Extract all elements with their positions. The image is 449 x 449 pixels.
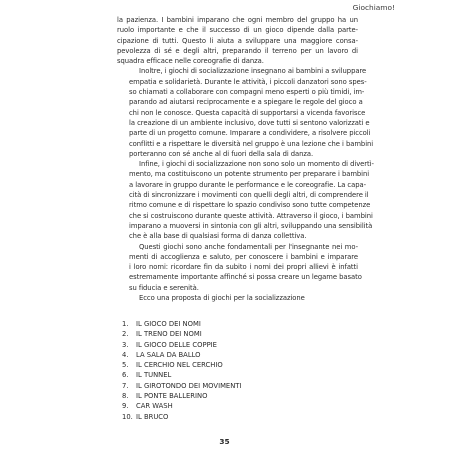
paragraph [117, 293, 358, 303]
text-line: menti di accoglienza e saluto, per conoscere i bambini e imparare [129, 252, 358, 261]
body-text [117, 15, 374, 303]
text-line: ruolo importante e che il successo di un gioco dipende dalla parte- [117, 26, 358, 35]
list-item-number: 4. [122, 350, 129, 359]
list-item-title: CAR WASH [136, 402, 173, 411]
text-line: che è alla base di qualsiasi forma di danza collettiva. [129, 232, 307, 241]
text-line: chi non le conosce. Questa capacità di supportarsi a vicenda favorisce [129, 108, 366, 117]
list-item [122, 329, 241, 339]
text-line: porteranno con sé anche al di fuori della sala di danza. [129, 149, 314, 158]
list-item-title: LA SALA DA BALLO [136, 350, 201, 359]
list-item [122, 319, 241, 329]
text-line: cità di sincronizzare i movimenti con quelli degli altri, di comprendere il [129, 191, 369, 200]
paragraph [117, 15, 358, 66]
running-title: Giochiamo! [352, 3, 395, 12]
list-item-number: 10. [122, 412, 133, 421]
text-line: mento, ma costituiscono un potente strumento per preparare i bambini [129, 170, 370, 179]
list-item [122, 360, 241, 370]
text-line: la creazione di un ambiente inclusivo, dove tutti si sentono valorizzati e [129, 118, 370, 127]
text-line: squadra efficace nelle coreografie di danza. [117, 57, 264, 66]
list-item [122, 381, 241, 391]
list-item-number: 9. [122, 402, 129, 411]
list-item-title: IL GIROTONDO DEI MOVIMENTI [136, 381, 242, 390]
paragraph [117, 242, 362, 293]
list-item-number: 5. [122, 361, 129, 370]
list-item-title: IL GIOCO DEI NOMI [136, 320, 201, 328]
text-line: la pazienza. I bambini imparano che ogni membro del gruppo ha un [117, 16, 358, 24]
paragraph [117, 66, 374, 159]
list-item-number: 2. [122, 330, 129, 339]
list-item-title: IL TRENO DEI NOMI [136, 330, 202, 339]
list-item-title: IL BRUCO [136, 412, 169, 421]
list-intro: Ecco una proposta di giochi per la socializzazione [139, 294, 305, 303]
text-line: Inoltre, i giochi di socializzazione insegnano ai bambini a sviluppare [139, 67, 367, 76]
list-item-title: IL GIOCO DELLE COPPIE [136, 340, 217, 349]
text-line: estremamente importante affinché si possa creare un legame basato [129, 273, 362, 282]
text-line: a lavorare in gruppo durante le performance e le coreografie. La capa- [129, 180, 367, 189]
text-line: Questi giochi sono anche fondamentali per l'insegnante nei mo- [139, 242, 358, 251]
list-item-title: IL CERCHIO NEL CERCHIO [136, 361, 223, 370]
list-item-number: 1. [122, 320, 129, 328]
list-item [122, 350, 241, 360]
text-line: Infine, i giochi di socializzazione non sono solo un momento di divertì- [139, 160, 374, 169]
paragraph [117, 159, 374, 241]
list-item-title: IL TUNNEL [136, 371, 172, 380]
text-line: empatia e solidarietà. Durante le attività, i piccoli danzatori sono spes- [129, 77, 367, 86]
list-item-number: 8. [122, 392, 129, 401]
list-item [122, 340, 241, 350]
list-item [122, 412, 241, 422]
text-line: pevolezza di sé e degli altri, preparando il terreno per un lavoro di [117, 46, 358, 55]
text-line: imparano a muoversi in sintonia con gli altri, sviluppando una sensibilità [129, 221, 373, 230]
text-line: cipazione di tutti. Questo li aiuta a sviluppare una maggiore consa- [117, 36, 358, 45]
list-item [122, 370, 241, 380]
text-line: conflitti e a rispettare le diversità nel gruppo è una lezione che i bambini [129, 139, 374, 148]
page-number: 35 [219, 437, 230, 446]
text-line: i loro nomi: ricordare fin da subito i nomi dei propri allievi è infatti [129, 263, 358, 272]
games-list [122, 319, 241, 422]
list-item [122, 391, 241, 401]
text-line: che si costruiscono durante queste attività. Attraverso il gioco, i bambini [129, 211, 373, 220]
text-line: ritmo comune e di rispettare lo spazio condiviso sono tutte competenze [129, 201, 371, 210]
text-line: parando ad aiutarsi reciprocamente e a spiegare le regole del gioco a [129, 98, 363, 107]
list-item [122, 401, 241, 411]
list-item-number: 6. [122, 371, 129, 380]
text-line: so chiamati a collaborare con compagni meno esperti o più timidi, im- [129, 88, 365, 97]
list-item-number: 3. [122, 340, 129, 349]
list-item-number: 7. [122, 381, 129, 390]
text-line: parte di un progetto comune. Imparare a condividere, a risolvere piccoli [129, 129, 371, 138]
text-line: su fiducia e serenità. [129, 283, 199, 292]
list-item-title: IL PONTE BALLERINO [136, 392, 208, 401]
